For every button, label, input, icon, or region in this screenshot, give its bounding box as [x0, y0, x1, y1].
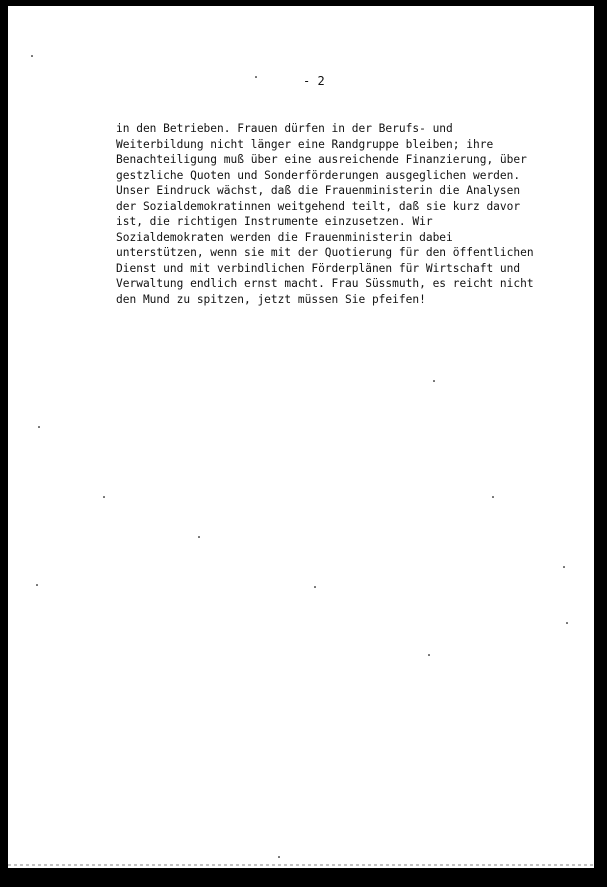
text-line: der Sozialdemokratinnen weitgehend teilt, daß sie kurz davor: [116, 199, 521, 213]
text-line: Dienst und mit verbindlichen Förderplänen für Wirtschaft und: [116, 261, 521, 275]
text-line: Benachteiligung muß über eine ausreichende Finanzierung, über: [116, 153, 527, 166]
document-page: [8, 6, 594, 868]
text-line: ist, die richtigen Instrumente einzusetzen. Wir: [116, 215, 433, 228]
scan-speck: [31, 55, 33, 57]
scan-speck: [566, 622, 568, 624]
scan-speck: [38, 426, 40, 428]
body-paragraph: [116, 121, 586, 307]
scan-bottom-edge: [8, 864, 594, 866]
scan-speck: [36, 584, 38, 586]
text-line: den Mund zu spitzen, jetzt müssen Sie pfeifen!: [116, 292, 426, 306]
scan-speck: [563, 566, 565, 568]
page-number: - 2: [303, 74, 325, 88]
scan-speck: [103, 496, 105, 498]
scan-speck: [314, 586, 316, 588]
scan-speck: [255, 76, 257, 78]
text-line: Weiterbildung nicht länger eine Randgruppe bleiben; ihre: [116, 137, 494, 151]
scan-speck: [492, 496, 494, 498]
text-line: Sozialdemokraten werden die Frauenministerin dabei: [116, 230, 453, 244]
text-line: unterstützen, wenn sie mit der Quotierung für den öffentlichen: [116, 246, 534, 259]
text-line: Unser Eindruck wächst, daß die Frauenministerin die Analysen: [116, 184, 521, 197]
scan-speck: [198, 536, 200, 538]
text-line: gestzliche Quoten und Sonderförderungen ausgeglichen werden.: [116, 168, 521, 182]
scan-speck: [433, 380, 435, 382]
scan-speck: [278, 856, 280, 858]
text-line: in den Betrieben. Frauen dürfen in der Berufs- und: [116, 122, 453, 135]
scan-speck: [428, 654, 430, 656]
text-line: Verwaltung endlich ernst macht. Frau Süssmuth, es reicht nicht: [116, 277, 534, 290]
